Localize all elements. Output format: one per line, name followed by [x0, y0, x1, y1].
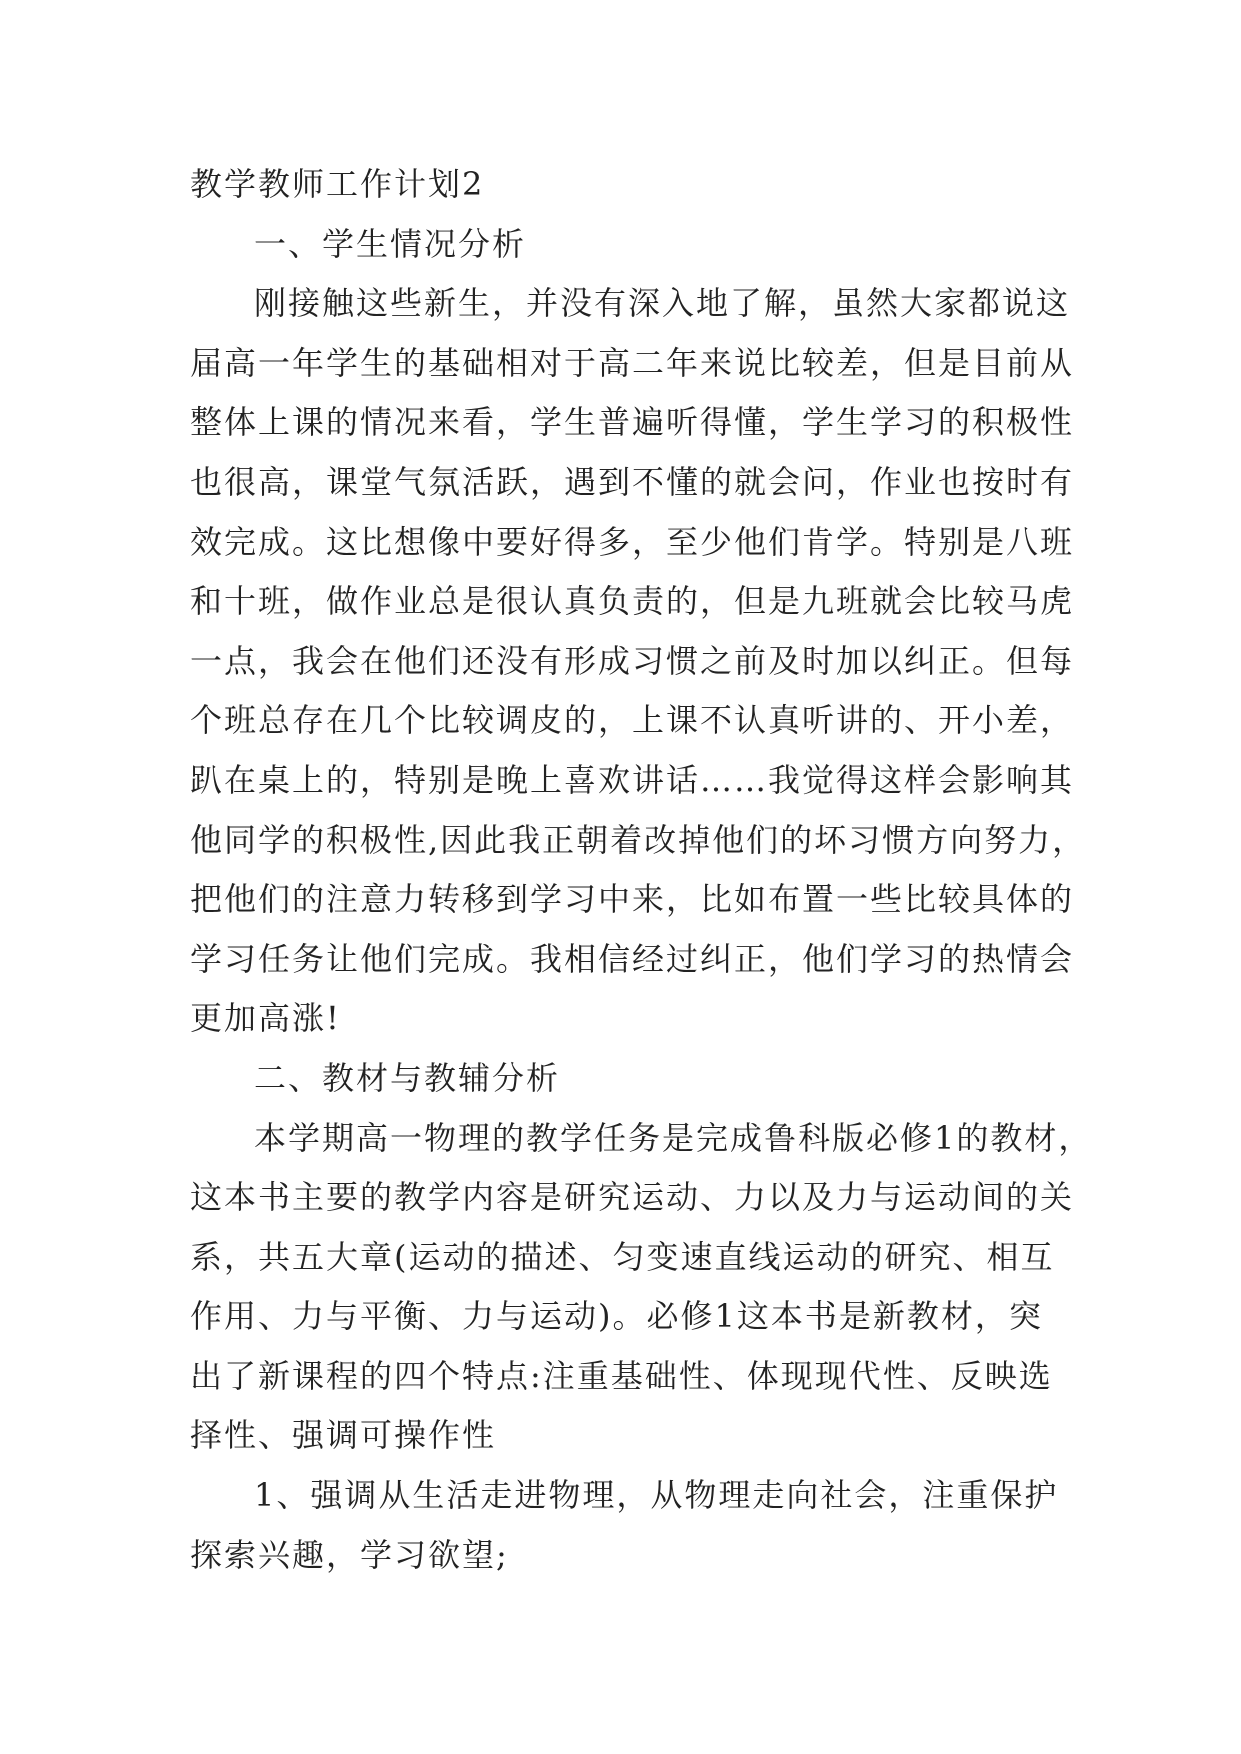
paragraph-line: 系，共五大章(运动的描述、匀变速直线运动的研究、相互: [190, 1237, 1055, 1276]
paragraph-line: 更加高涨!: [190, 999, 341, 1038]
paragraph-line: 趴在桌上的，特别是晚上喜欢讲话……我觉得这样会影响其: [190, 760, 1075, 799]
paragraph-line: 届高一年学生的基础相对于高二年来说比较差，但是目前从: [190, 343, 1075, 382]
document-title: 教学教师工作计划2: [190, 165, 485, 203]
paragraph-line: 和十班，做作业总是很认真负责的，但是九班就会比较马虎: [190, 582, 1075, 621]
paragraph-line: 刚接触这些新生，并没有深入地了解，虽然大家都说这: [254, 284, 1071, 323]
paragraph-line: 一点，我会在他们还没有形成习惯之前及时加以纠正。但每: [190, 641, 1075, 680]
list-item-line: 探索兴趣，学习欲望;: [190, 1535, 509, 1574]
document-body: [190, 155, 1093, 1585]
section-heading-student-analysis: 一、学生情况分析: [254, 224, 527, 263]
paragraph-line: 作用、力与平衡、力与运动)。必修1这本书是新教材，突: [190, 1297, 1043, 1336]
paragraph-line: 学习任务让他们完成。我相信经过纠正，他们学习的热情会: [190, 939, 1075, 978]
paragraph-line: 个班总存在几个比较调皮的，上课不认真听讲的、开小差，: [190, 701, 1075, 740]
paragraph-line: 他同学的积极性,因此我正朝着改掉他们的坏习惯方向努力，: [190, 820, 1087, 859]
paragraph-line: 把他们的注意力转移到学习中来，比如布置一些比较具体的: [190, 880, 1075, 919]
paragraph-line: 这本书主要的教学内容是研究运动、力以及力与运动间的关: [190, 1178, 1075, 1217]
paragraph-line: 整体上课的情况来看，学生普遍听得懂，学生学习的积极性: [190, 403, 1075, 442]
paragraph-line: 本学期高一物理的教学任务是完成鲁科版必修1的教材，: [254, 1118, 1093, 1157]
paragraph-line: 效完成。这比想像中要好得多，至少他们肯学。特别是八班: [190, 522, 1075, 561]
list-item-line: 1、强调从生活走进物理，从物理走向社会，注重保护: [254, 1476, 1059, 1515]
paragraph-line: 择性、强调可操作性: [190, 1416, 497, 1455]
paragraph-line: 也很高，课堂气氛活跃，遇到不懂的就会问，作业也按时有: [190, 462, 1075, 501]
paragraph-line: 出了新课程的四个特点:注重基础性、体现现代性、反映选: [190, 1356, 1053, 1395]
section-heading-textbook-analysis: 二、教材与教辅分析: [254, 1058, 561, 1097]
